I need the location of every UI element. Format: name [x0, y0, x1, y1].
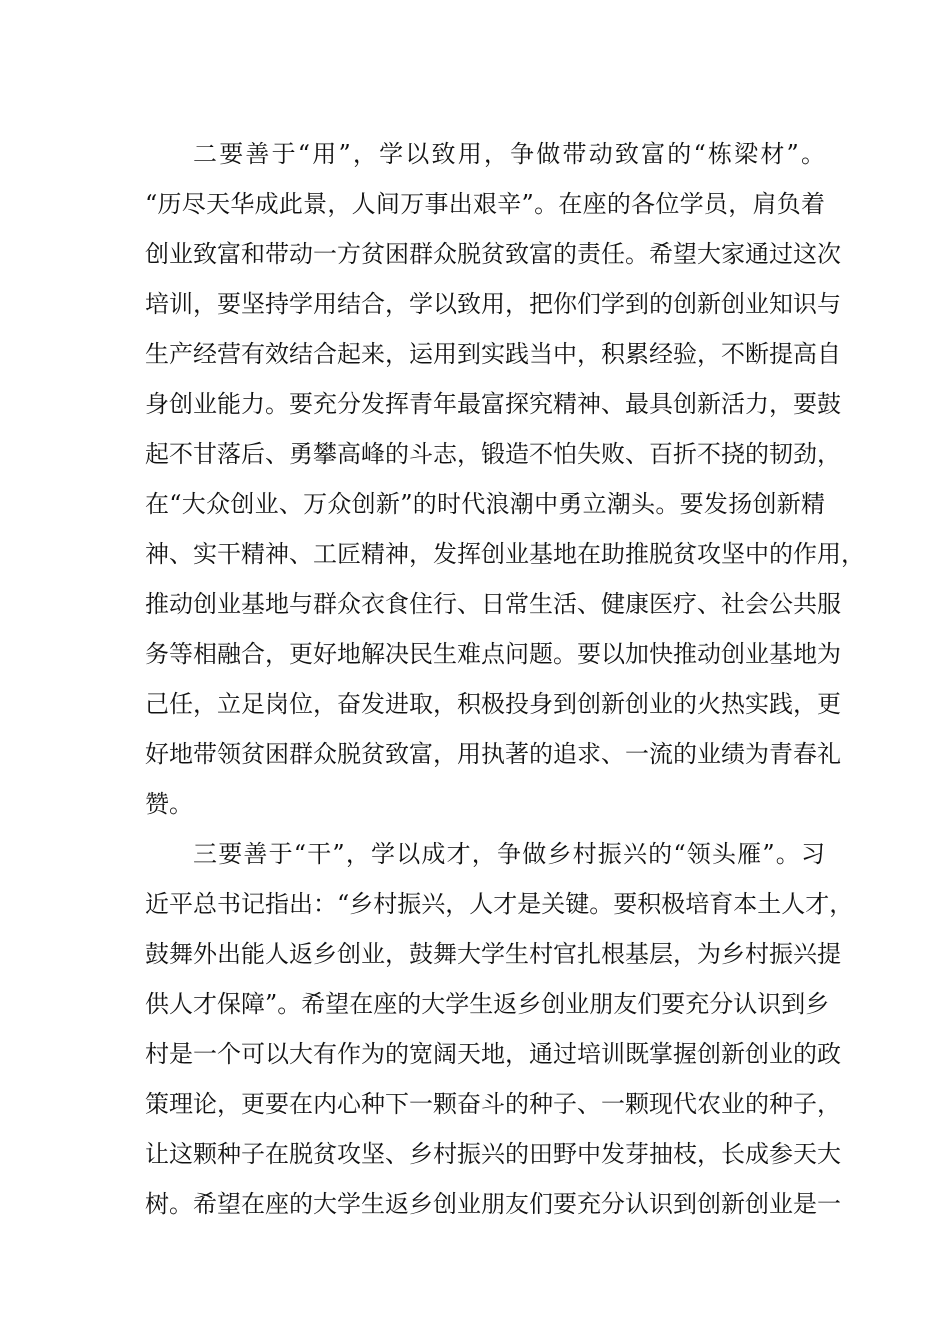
paragraph-line: 务等相融合，更好地解决民生难点问题。要以加快推动创业基地为	[145, 640, 841, 668]
paragraph-line: 供人才保障”。希望在座的大学生返乡创业朋友们要充分认识到乡	[145, 990, 830, 1018]
paragraph-line: 村是一个可以大有作为的宽阔天地，通过培训既掌握创新创业的政	[145, 1040, 841, 1068]
paragraph-line: 创业致富和带动一方贫困群众脱贫致富的责任。希望大家通过这次	[145, 240, 841, 268]
paragraph-line: 近平总书记指出：“乡村振兴，人才是关键。要积极培育本土人才，	[145, 890, 854, 918]
paragraph-line: 好地带领贫困群众脱贫致富，用执著的追求、一流的业绩为青春礼	[145, 740, 841, 768]
paragraph-line: 三要善于“干”，学以成才，争做乡村振兴的“领头雁”。习	[193, 840, 825, 868]
paragraph-line: “历尽天华成此景，人间万事出艰辛”。在座的各位学员，肩负着	[145, 190, 825, 218]
paragraph-gan	[145, 829, 854, 1229]
paragraph-line: 策理论，更要在内心种下一颗奋斗的种子、一颗现代农业的种子，	[145, 1090, 841, 1118]
paragraph-line: 身创业能力。要充分发挥青年最富探究精神、最具创新活力，要鼓	[145, 390, 841, 418]
paragraph-line: 起不甘落后、勇攀高峰的斗志，锻造不怕失败、百折不挠的韧劲，	[145, 440, 841, 468]
document-body	[145, 129, 865, 1229]
paragraph-line: 生产经营有效结合起来，运用到实践当中，积累经验，不断提高自	[145, 340, 841, 368]
paragraph-line: 二要善于“用”，学以致用，争做带动致富的“栋梁材”。	[193, 140, 825, 168]
paragraph-line: 在“大众创业、万众创新”的时代浪潮中勇立潮头。要发扬创新精	[145, 490, 825, 518]
paragraph-line: 神、实干精神、工匠精神，发挥创业基地在助推脱贫攻坚中的作用，	[145, 540, 865, 568]
paragraph-line: 鼓舞外出能人返乡创业，鼓舞大学生村官扎根基层，为乡村振兴提	[145, 940, 841, 968]
paragraph-line: 让这颗种子在脱贫攻坚、乡村振兴的田野中发芽抽枝，长成参天大	[145, 1140, 841, 1168]
paragraph-line: 赞。	[145, 790, 193, 818]
paragraph-line: 培训，要坚持学用结合，学以致用，把你们学到的创新创业知识与	[145, 290, 841, 318]
paragraph-line: 树。希望在座的大学生返乡创业朋友们要充分认识到创新创业是一	[145, 1190, 841, 1218]
paragraph-line: 推动创业基地与群众衣食住行、日常生活、健康医疗、社会公共服	[145, 590, 841, 618]
paragraph-line: 己任，立足岗位，奋发进取，积极投身到创新创业的火热实践，更	[145, 690, 841, 718]
paragraph-yong	[145, 129, 865, 829]
